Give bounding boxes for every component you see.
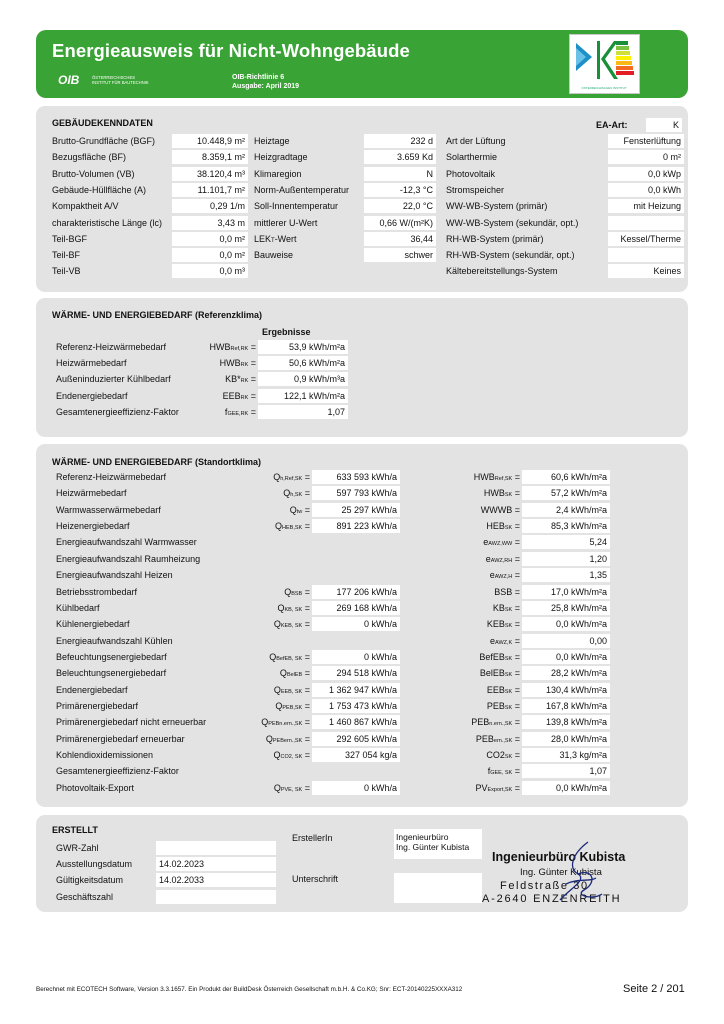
field-symbol: BSB = bbox=[494, 586, 520, 597]
field-symbol: QBefEB, SK = bbox=[269, 651, 310, 662]
field-label: Gesamtenergieeffizienz-Faktor bbox=[56, 406, 179, 417]
field-label: WW-WB-System (primär) bbox=[446, 201, 548, 212]
guideline-info: OIB-Richtlinie 6 Ausgabe: April 2019 bbox=[232, 74, 300, 90]
handwritten-signature bbox=[538, 838, 618, 910]
field-symbol: EEBRK = bbox=[222, 390, 256, 401]
field-value: 0,0 m² bbox=[172, 232, 248, 246]
header-banner bbox=[36, 30, 688, 98]
field-label: Klimaregion bbox=[254, 168, 302, 179]
field-symbol: QBelEB = bbox=[279, 668, 310, 679]
field-value: 1,20 bbox=[522, 552, 610, 566]
section-title: GEBÄUDEKENNDATEN bbox=[52, 118, 153, 128]
field-symbol: Qtw = bbox=[289, 504, 310, 515]
field-value bbox=[156, 841, 276, 855]
field-label: Warmwasserwärmebedarf bbox=[56, 504, 161, 515]
field-label: Befeuchtungsenergiebedarf bbox=[56, 651, 167, 662]
field-symbol: BelEBSK = bbox=[479, 668, 520, 679]
field-symbol: KB*RK = bbox=[225, 374, 256, 385]
field-value: 1,35 bbox=[522, 568, 610, 582]
field-value: 22,0 °C bbox=[364, 199, 436, 213]
field-label: Heizgradtage bbox=[254, 152, 308, 163]
field-label: mittlerer U-Wert bbox=[254, 217, 318, 228]
field-value: 1,07 bbox=[522, 764, 610, 778]
field-value: 1,07 bbox=[258, 405, 348, 419]
field-value: 0,0 m² bbox=[172, 248, 248, 262]
field-value: 269 168 kWh/a bbox=[312, 601, 400, 615]
field-value: 31,3 kg/m²a bbox=[522, 748, 610, 762]
field-label: RH-WB-System (primär) bbox=[446, 233, 544, 244]
field-symbol: eAWZ,RH = bbox=[485, 553, 520, 564]
field-label: RH-WB-System (sekundär, opt.) bbox=[446, 250, 575, 261]
field-label: Gültigkeitsdatum bbox=[56, 875, 124, 886]
field-symbol: QPEBern.,SK = bbox=[265, 733, 310, 744]
field-value: 0 kWh/a bbox=[312, 617, 400, 631]
ea-art-label: EA-Art: bbox=[596, 120, 628, 130]
field-label: Gesamtenergieeffizienz-Faktor bbox=[56, 766, 179, 777]
field-value: 327 054 kg/a bbox=[312, 748, 400, 762]
field-value: 14.02.2023 bbox=[156, 857, 276, 871]
field-value: 38.120,4 m³ bbox=[172, 167, 248, 181]
field-label: Außeninduzierter Kühlbedarf bbox=[56, 374, 171, 385]
field-value: 633 593 kWh/a bbox=[312, 470, 400, 484]
field-value: 0,0 m³ bbox=[172, 264, 248, 278]
results-heading: Ergebnisse bbox=[262, 327, 311, 337]
field-symbol: WWWB = bbox=[480, 504, 520, 515]
field-label: Energieaufwandszahl Kühlen bbox=[56, 635, 173, 646]
creator-label: ErstellerIn bbox=[292, 833, 333, 843]
field-label: Beleuchtungsenergiebedarf bbox=[56, 668, 167, 679]
field-label: Bezugsfläche (BF) bbox=[52, 152, 127, 163]
field-symbol: eAWZ,WW = bbox=[483, 537, 520, 548]
field-label: Heizenergiebedarf bbox=[56, 521, 130, 532]
field-value: 0 kWh/a bbox=[312, 781, 400, 795]
field-symbol: fGEE, SK = bbox=[487, 766, 520, 777]
field-value: 177 206 kWh/a bbox=[312, 585, 400, 599]
field-label: Primärenergiebedarf erneuerbar bbox=[56, 733, 185, 744]
field-value: 28,0 kWh/m²a bbox=[522, 732, 610, 746]
field-value: 1 460 867 kWh/a bbox=[312, 715, 400, 729]
field-value: 3.659 Kd bbox=[364, 150, 436, 164]
field-label: Bauweise bbox=[254, 250, 294, 261]
field-value: -12,3 °C bbox=[364, 183, 436, 197]
field-label: Endenergiebedarf bbox=[56, 390, 128, 401]
field-label: Referenz-Heizwärmebedarf bbox=[56, 342, 167, 352]
field-label: Betriebsstrombedarf bbox=[56, 586, 138, 597]
field-label: Brutto-Grundfläche (BGF) bbox=[52, 136, 156, 146]
field-value: 0 kWh/a bbox=[312, 650, 400, 664]
field-value: 597 793 kWh/a bbox=[312, 486, 400, 500]
field-label: Ausstellungsdatum bbox=[56, 859, 133, 870]
field-symbol: HWBRK = bbox=[219, 358, 256, 369]
field-value: 0,0 kWh bbox=[608, 183, 684, 197]
field-label: Teil-BF bbox=[52, 250, 81, 261]
field-label: Referenz-Heizwärmebedarf bbox=[56, 472, 167, 482]
field-value: 3,43 m bbox=[172, 216, 248, 230]
page-number: Seite 2 / 201 bbox=[623, 983, 685, 995]
field-label: Teil-VB bbox=[52, 266, 81, 277]
field-symbol: Qh,Ref,SK = bbox=[273, 472, 310, 482]
field-value bbox=[608, 248, 684, 262]
field-label: Kohlendioxidemissionen bbox=[56, 750, 154, 760]
field-symbol: Qh,SK = bbox=[283, 488, 310, 499]
field-symbol: PEBern.,SK = bbox=[475, 733, 520, 744]
field-value: 122,1 kWh/m²a bbox=[258, 389, 348, 403]
field-value: 60,6 kWh/m²a bbox=[522, 470, 610, 484]
field-label: Primärenergiebedarf nicht erneuerbar bbox=[56, 717, 207, 728]
field-value: 36,44 bbox=[364, 232, 436, 246]
field-value: 891 223 kWh/a bbox=[312, 519, 400, 533]
field-label: Soll-Innentemperatur bbox=[254, 201, 339, 212]
oib-logo-subtitle: ÖSTERREICHISCHES INSTITUT FÜR BAUTECHNIK bbox=[92, 75, 149, 85]
field-label: Gebäude-Hüllfläche (A) bbox=[52, 184, 147, 195]
field-value: 10.448,9 m² bbox=[172, 134, 248, 148]
signature-field bbox=[394, 873, 482, 903]
field-label: Stromspeicher bbox=[446, 184, 505, 195]
field-value: 0,29 1/m bbox=[172, 199, 248, 213]
field-symbol: QHEB,SK = bbox=[275, 521, 310, 532]
section-title: WÄRME- UND ENERGIEBEDARF (Standortklima) bbox=[52, 457, 262, 467]
field-label: Energieaufwandszahl Heizen bbox=[56, 570, 173, 581]
field-symbol: PEBn.ern.,SK = bbox=[471, 717, 520, 728]
field-symbol: KBSK = bbox=[492, 602, 520, 613]
field-label: Solarthermie bbox=[446, 152, 498, 163]
field-value: 28,2 kWh/m²a bbox=[522, 666, 610, 680]
svg-text:ÖSTERREICHISCHES INSTITUT: ÖSTERREICHISCHES INSTITUT bbox=[581, 86, 627, 90]
field-value: Kessel/Therme bbox=[608, 232, 684, 246]
field-value: 139,8 kWh/m²a bbox=[522, 715, 610, 729]
field-value: 14.02.2033 bbox=[156, 873, 276, 887]
field-label: Heizwärmebedarf bbox=[56, 358, 127, 369]
creator-field: Ingenieurbüro Ing. Günter Kubista bbox=[394, 829, 482, 859]
field-value: schwer bbox=[364, 248, 436, 262]
field-label: Kältebereitstellungs-System bbox=[446, 266, 558, 277]
field-symbol: HWBSK = bbox=[483, 488, 520, 499]
field-value bbox=[156, 890, 276, 904]
field-label: Photovoltaik-Export bbox=[56, 782, 135, 793]
field-value: mit Heizung bbox=[608, 199, 684, 213]
site-climate-panel bbox=[36, 444, 688, 807]
field-label: Kompaktheit A/V bbox=[52, 201, 119, 212]
field-symbol: EEBSK = bbox=[486, 684, 520, 695]
field-value: 0 m² bbox=[608, 150, 684, 164]
field-label: Heizwärmebedarf bbox=[56, 488, 127, 499]
field-label: charakteristische Länge (lc) bbox=[52, 217, 163, 228]
field-symbol: eAWZ,H = bbox=[489, 570, 520, 581]
field-value: 17,0 kWh/m²a bbox=[522, 585, 610, 599]
field-symbol: eAWZ,K = bbox=[490, 635, 520, 646]
field-label: Art der Lüftung bbox=[446, 136, 506, 146]
field-label: LEKT-Wert bbox=[254, 233, 297, 244]
field-symbol: HWBRef,RK = bbox=[209, 342, 256, 352]
field-symbol: BefEBSK = bbox=[479, 651, 520, 662]
field-symbol: QPVE, SK = bbox=[273, 782, 310, 793]
field-value: 11.101,7 m² bbox=[172, 183, 248, 197]
field-value: 0,0 kWh/m²a bbox=[522, 781, 610, 795]
field-value: 0,66 W/(m²K) bbox=[364, 216, 436, 230]
field-label: Heiztage bbox=[254, 136, 290, 146]
field-value: 50,6 kWh/m²a bbox=[258, 356, 348, 370]
field-value: Fensterlüftung bbox=[608, 134, 684, 148]
field-value: 292 605 kWh/a bbox=[312, 732, 400, 746]
oib-logo: OIB bbox=[58, 73, 80, 87]
field-symbol: QKB, SK = bbox=[277, 602, 310, 613]
field-value: 1 753 473 kWh/a bbox=[312, 699, 400, 713]
field-value: 0,0 kWh/m²a bbox=[522, 650, 610, 664]
energy-label-logo bbox=[569, 34, 640, 94]
field-symbol: PEBSK = bbox=[486, 700, 520, 711]
field-value: 57,2 kWh/m²a bbox=[522, 486, 610, 500]
field-label: Primärenergiebedarf bbox=[56, 700, 139, 711]
field-symbol: QEEB, SK = bbox=[273, 684, 310, 695]
building-data-panel bbox=[36, 106, 688, 292]
company-stamp: Ingenieurbüro Kubista Ing. Günter Kubista Feldstraße 30 A-2640 ENZENREITH bbox=[478, 838, 674, 910]
field-value: 1 362 947 kWh/a bbox=[312, 683, 400, 697]
field-label: Energieaufwandszahl Warmwasser bbox=[56, 537, 197, 548]
field-value: 25,8 kWh/m²a bbox=[522, 601, 610, 615]
field-symbol: QCO2, SK = bbox=[273, 750, 310, 760]
field-label: GWR-Zahl bbox=[56, 843, 99, 853]
field-value: 0,00 bbox=[522, 634, 610, 648]
field-value: 0,0 kWp bbox=[608, 167, 684, 181]
field-label: Teil-BGF bbox=[52, 233, 88, 244]
field-symbol: QBSB = bbox=[284, 586, 310, 597]
field-label: Brutto-Volumen (VB) bbox=[52, 168, 135, 179]
field-label: Kühlenergiebedarf bbox=[56, 619, 130, 630]
field-value: 167,8 kWh/m²a bbox=[522, 699, 610, 713]
field-value: 5,24 bbox=[522, 535, 610, 549]
field-label: Photovoltaik bbox=[446, 168, 496, 179]
field-symbol: QPEBn.ern.,SK = bbox=[261, 717, 310, 728]
field-value: 130,4 kWh/m²a bbox=[522, 683, 610, 697]
field-value bbox=[608, 216, 684, 230]
field-symbol: QPEB,SK = bbox=[275, 700, 310, 711]
section-title: WÄRME- UND ENERGIEBEDARF (Referenzklima) bbox=[52, 310, 263, 320]
field-symbol: HWBRef,SK = bbox=[473, 472, 520, 482]
field-symbol: PVExport,SK = bbox=[475, 782, 520, 793]
field-value: 0,0 kWh/m²a bbox=[522, 617, 610, 631]
field-symbol: KEBSK = bbox=[486, 619, 520, 630]
reference-climate-panel bbox=[36, 298, 688, 437]
field-label: Energieaufwandszahl Raumheizung bbox=[56, 553, 201, 564]
field-value: 0,9 kWh/m³a bbox=[258, 372, 348, 386]
footer-text: Berechnet mit ECOTECH Software, Version 3.3.1657. Ein Produkt der BuildDesk Österreich Gesellschaft m.b.H. & Co.KG; Snr: ECT-20140225XXXA312 bbox=[36, 986, 463, 993]
field-value: 294 518 kWh/a bbox=[312, 666, 400, 680]
field-label: Endenergiebedarf bbox=[56, 684, 128, 695]
field-value: 85,3 kWh/m²a bbox=[522, 519, 610, 533]
field-value: 2,4 kWh/m²a bbox=[522, 503, 610, 517]
field-value: 25 297 kWh/a bbox=[312, 503, 400, 517]
field-label: Geschäftszahl bbox=[56, 891, 114, 902]
field-value: 53,9 kWh/m²a bbox=[258, 340, 348, 354]
page-title: Energieausweis für Nicht-Wohngebäude bbox=[52, 40, 410, 61]
field-label: WW-WB-System (sekundär, opt.) bbox=[446, 217, 579, 228]
field-value: N bbox=[364, 167, 436, 181]
ea-art-value: K bbox=[646, 118, 682, 132]
field-value: Keines bbox=[608, 264, 684, 278]
field-symbol: CO2SK = bbox=[486, 750, 520, 760]
field-value: 8.359,1 m² bbox=[172, 150, 248, 164]
section-title: ERSTELLT bbox=[52, 825, 98, 835]
field-symbol: HEBSK = bbox=[486, 521, 520, 532]
field-label: Norm-Außentemperatur bbox=[254, 184, 350, 195]
field-value: 232 d bbox=[364, 134, 436, 148]
field-symbol: QKEB, SK = bbox=[273, 619, 310, 630]
field-label: Kühlbedarf bbox=[56, 602, 100, 613]
field-symbol: fGEE,RK = bbox=[224, 406, 256, 417]
signature-label: Unterschrift bbox=[292, 874, 339, 884]
